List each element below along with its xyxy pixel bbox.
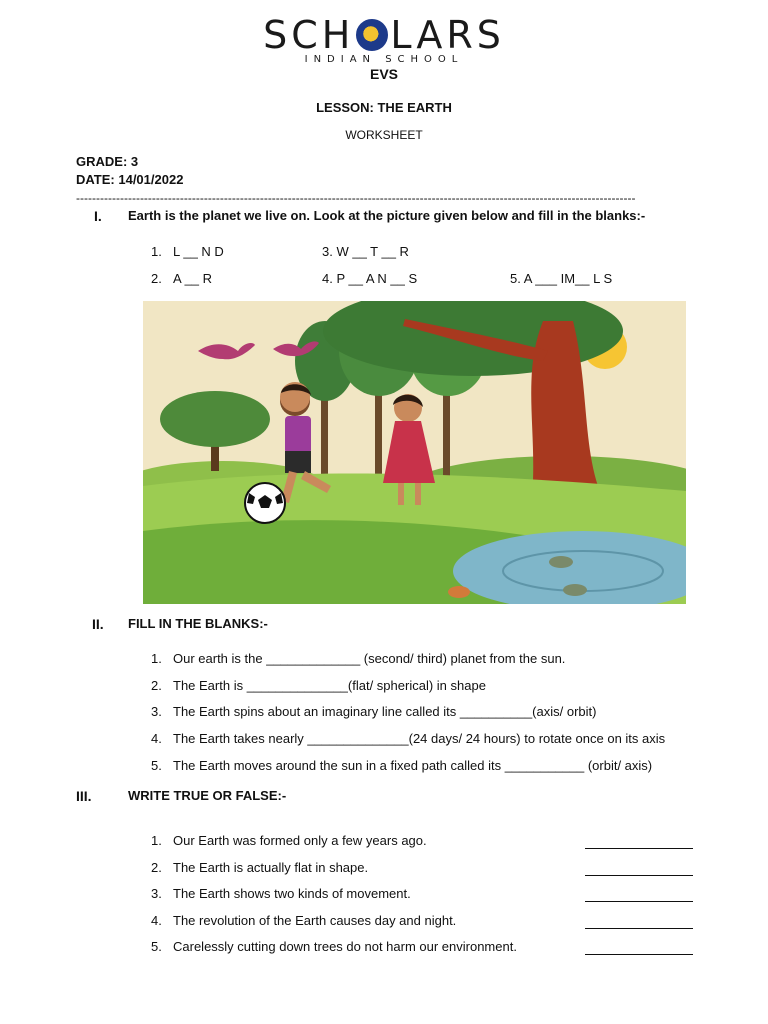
nature-scene-illustration — [143, 301, 686, 604]
item-text: Our Earth was formed only a few years ago. — [173, 833, 427, 848]
section3-numeral: III. — [76, 788, 92, 804]
list-item — [151, 886, 411, 901]
tree-left — [160, 391, 270, 447]
school-logo — [0, 13, 768, 65]
list-item — [151, 704, 596, 719]
fish-icon — [563, 584, 587, 596]
item-number: 5. — [151, 758, 162, 773]
item-number: 4. — [151, 731, 162, 746]
item-number: 3. — [151, 704, 162, 719]
answer-blank[interactable] — [585, 848, 693, 849]
list-item — [151, 833, 427, 848]
logo-text-right: LARS — [390, 13, 505, 57]
answer-blank[interactable] — [585, 875, 693, 876]
item-number: 2. — [151, 860, 162, 875]
section2-numeral: II. — [92, 616, 104, 632]
section1-numeral: I. — [94, 208, 102, 224]
section1-title: Earth is the planet we live on. Look at the picture given below and fill in the blanks:- — [128, 208, 646, 223]
item-number: 1. — [151, 833, 162, 848]
list-item — [151, 913, 456, 928]
item-text: Carelessly cutting down trees do not harm our environment. — [173, 939, 517, 954]
subject-title: EVS — [369, 66, 398, 82]
item-text: The Earth is actually flat in shape. — [173, 860, 369, 875]
item-text: The revolution of the Earth causes day and night. — [173, 913, 457, 928]
item-text: The Earth shows two kinds of movement. — [173, 886, 411, 901]
list-item — [151, 678, 486, 693]
item-text: Our earth is the _____________ (second/ third) planet from the sun. — [173, 651, 566, 666]
list-item: 4. P __ A N __ S — [322, 271, 418, 286]
fish-icon — [448, 586, 470, 598]
list-item — [151, 860, 368, 875]
item-number: 1. — [151, 244, 162, 259]
logo-subtitle: INDIAN SCHOOL — [304, 54, 464, 65]
date-label: DATE: 14/01/2022 — [76, 172, 184, 187]
list-item — [151, 271, 212, 286]
section3-title: WRITE TRUE OR FALSE:- — [128, 788, 287, 803]
grade-label: GRADE: 3 — [76, 154, 139, 169]
item-number: 5. — [151, 939, 162, 954]
answer-blank[interactable] — [585, 954, 693, 955]
list-item: 3. W __ T __ R — [322, 244, 409, 259]
answer-blank[interactable] — [585, 901, 693, 902]
item-number: 2. — [151, 678, 162, 693]
list-item: 5. A ___ IM__ L S — [510, 271, 613, 286]
fish-icon — [549, 556, 573, 568]
item-text: The Earth moves around the sun in a fixed path called its ___________ (orbit/ axis) — [173, 758, 653, 773]
item-number: 4. — [151, 913, 162, 928]
answer-blank[interactable] — [585, 928, 693, 929]
item-text: The Earth spins about an imaginary line called its __________(axis/ orbit) — [173, 704, 597, 719]
item-text: L __ N D — [173, 244, 224, 259]
list-item — [151, 758, 652, 773]
section2-title: FILL IN THE BLANKS:- — [128, 616, 268, 631]
lesson-title: LESSON: THE EARTH — [316, 100, 452, 115]
logo-wordmark — [263, 13, 505, 57]
item-text: A __ R — [173, 271, 213, 286]
list-item — [151, 731, 665, 746]
dashed-divider: -------------------------------------------------------------------------------------------------------------------------------------------- — [76, 193, 636, 203]
item-number: 1. — [151, 651, 162, 666]
doc-type-label: WORKSHEET — [345, 128, 423, 142]
list-item — [151, 651, 565, 666]
item-text: The Earth is ______________(flat/ spherical) in shape — [173, 678, 486, 693]
item-number: 2. — [151, 271, 162, 286]
list-item — [151, 939, 517, 954]
logo-text-left: SCH — [263, 13, 355, 57]
item-number: 3. — [151, 886, 162, 901]
item-text: The Earth takes nearly ______________(24 days/ 24 hours) to rotate once on its axis — [173, 731, 666, 746]
list-item — [151, 244, 224, 259]
globe-icon — [356, 19, 388, 51]
